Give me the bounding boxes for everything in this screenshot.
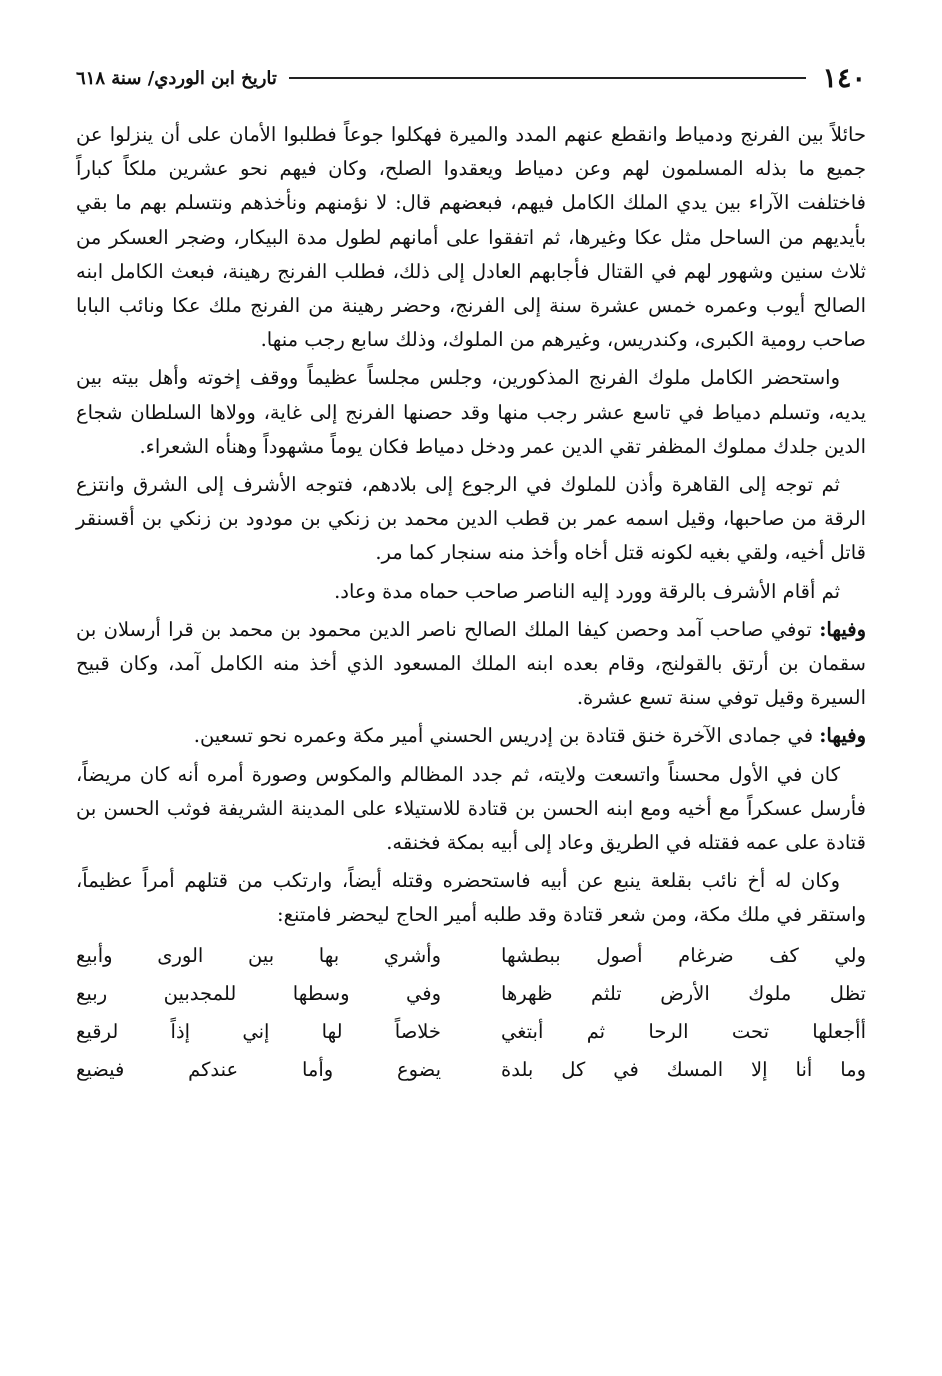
paragraph-text: واستحضر الكامل ملوك الفرنج المذكورين، وجلس مجلساً عظيماً ووقف إخوته وأهل بيته بين يديه، وتسلم دمياط في تاسع عشر رجب منها وقد حصنها الفرنج إلى غاية، وولاها السلطان شجاع الدين جلدك مملوك المظفر تقي الدين عمر ودخل دمياط فكان يوماً مشهوداً وهنأه الشعراء. (76, 366, 866, 458)
paragraph-lead: وفيها: (819, 617, 866, 641)
body-text (76, 118, 866, 933)
paragraph (76, 758, 866, 861)
paragraph (76, 468, 866, 571)
paragraph-text: ثم توجه إلى القاهرة وأذن للملوك في الرجوع إلى بلادهم، فتوجه الأشرف إلى الشرق وانتزع الرقة من صاحبها، وقيل اسمه عمر بن قطب الدين محمد بن زنكي بن مودود بن زنكي بن أقسنقر قاتل أخيه، ولقي بغيه لكونه قتل أخاه وأخذ منه سنجار كما مر. (76, 473, 866, 565)
poem-first-hemistich: وما أنا إلا المسك في كل بلدة (501, 1057, 866, 1081)
page-header (76, 56, 866, 100)
poem-first-hemistich: ولي كف ضرغام أصول ببطشها (501, 943, 866, 967)
paragraph (76, 118, 866, 357)
book-page (76, 56, 866, 1089)
paragraph-text: وكان له أخ نائب بقلعة ينبع عن أبيه فاستحضره وقتله أيضاً، وارتكب من قتلهم أمراً عظيماً، واستقر في ملك مكة، ومن شعر قتادة وقد طلبه أمير الحاج ليحضر فامتنع: (76, 869, 866, 927)
paragraph (76, 719, 866, 753)
poem-second-hemistich: وفي وسطها للمجدبين ربيع (76, 981, 441, 1005)
paragraph-text: حائلاً بين الفرنج ودمياط وانقطع عنهم المدد والميرة فهكلوا جوعاً فطلبوا الأمان على أن ينزلوا عن جميع ما بذله المسلمون لهم وعن دمياط ويعقدوا الصلح، وكان فيهم نحو عشرين ملكاً كباراً فاختلفت الآراء بين يدي الملك الكامل فيهم، فبعضهم قال: لا نؤمنهم ونأخذهم ونتسلم بهم ما بقي بأيديهم من الساحل مثل عكا وغيرها، ثم اتفقوا على أمانهم لطول مدة البيكار، وضجر العسكر من ثلاث سنين وشهور لهم في القتال فأجابهم العادل إلى ذلك، فطلب الفرنج رهينة، فبعث الكامل ابنه الصالح أيوب وعمره خمس عشرة سنة إلى الفرنج، وحضر رهينة من الفرنج ملك عكا ونائب البابا صاحب رومية الكبرى، وكندريس، وغيرهم من الملوك، وذلك سابع رجب منها. (76, 123, 866, 352)
paragraph (76, 613, 866, 716)
poem-second-hemistich: خلاصاً لها إني إذاً لرقيع (76, 1019, 441, 1043)
paragraph-text: كان في الأول محسناً واتسعت ولايته، ثم جدد المظالم والمكوس وصورة أمره أنه كان مريضاً، فأرسل عسكراً مع أخيه ومع ابنه الحسن بن قتادة للاستيلاء على المدينة الشريفة فوثب الحسن بن قتادة على عمه فقتله في الطريق وعاد إلى أبيه بمكة فخنقه. (76, 762, 866, 855)
poem-first-hemistich: تظل ملوك الأرض تلثم ظهرها (501, 981, 866, 1005)
running-head: تاريخ ابن الوردي/ سنة ٦١٨ (76, 67, 277, 89)
paragraph-lead: وفيها: (819, 724, 866, 748)
page-number: ١٤٠ (822, 62, 866, 94)
paragraph (76, 864, 866, 932)
paragraph (76, 361, 866, 464)
poem-first-hemistich: أأجعلها تحت الرحا ثم أبتغي (501, 1019, 866, 1043)
paragraph (76, 575, 866, 609)
poem-second-hemistich: وأشري بها بين الورى وأبيع (76, 943, 441, 967)
header-rule (289, 77, 807, 79)
paragraph-text: في جمادى الآخرة خنق قتادة بن إدريس الحسني أمير مكة وعمره نحو تسعين. (193, 724, 814, 748)
paragraph-text: توفي صاحب آمد وحصن كيفا الملك الصالح ناصر الدين محمود بن محمد بن قرا أرسلان بن سقمان بن أرتق بالقولنج، وقام بعده ابنه الملك المسعود الذي أخذ منه الكامل آمد، وكان قبيح السيرة وقيل توفي سنة تسع عشرة. (76, 617, 866, 710)
poem-second-hemistich: يضوع وأما عندكم فيضيع (76, 1057, 441, 1081)
paragraph-text: ثم أقام الأشرف بالرقة وورد إليه الناصر صاحب حماه مدة وعاد. (334, 579, 840, 603)
poem (76, 937, 866, 1089)
